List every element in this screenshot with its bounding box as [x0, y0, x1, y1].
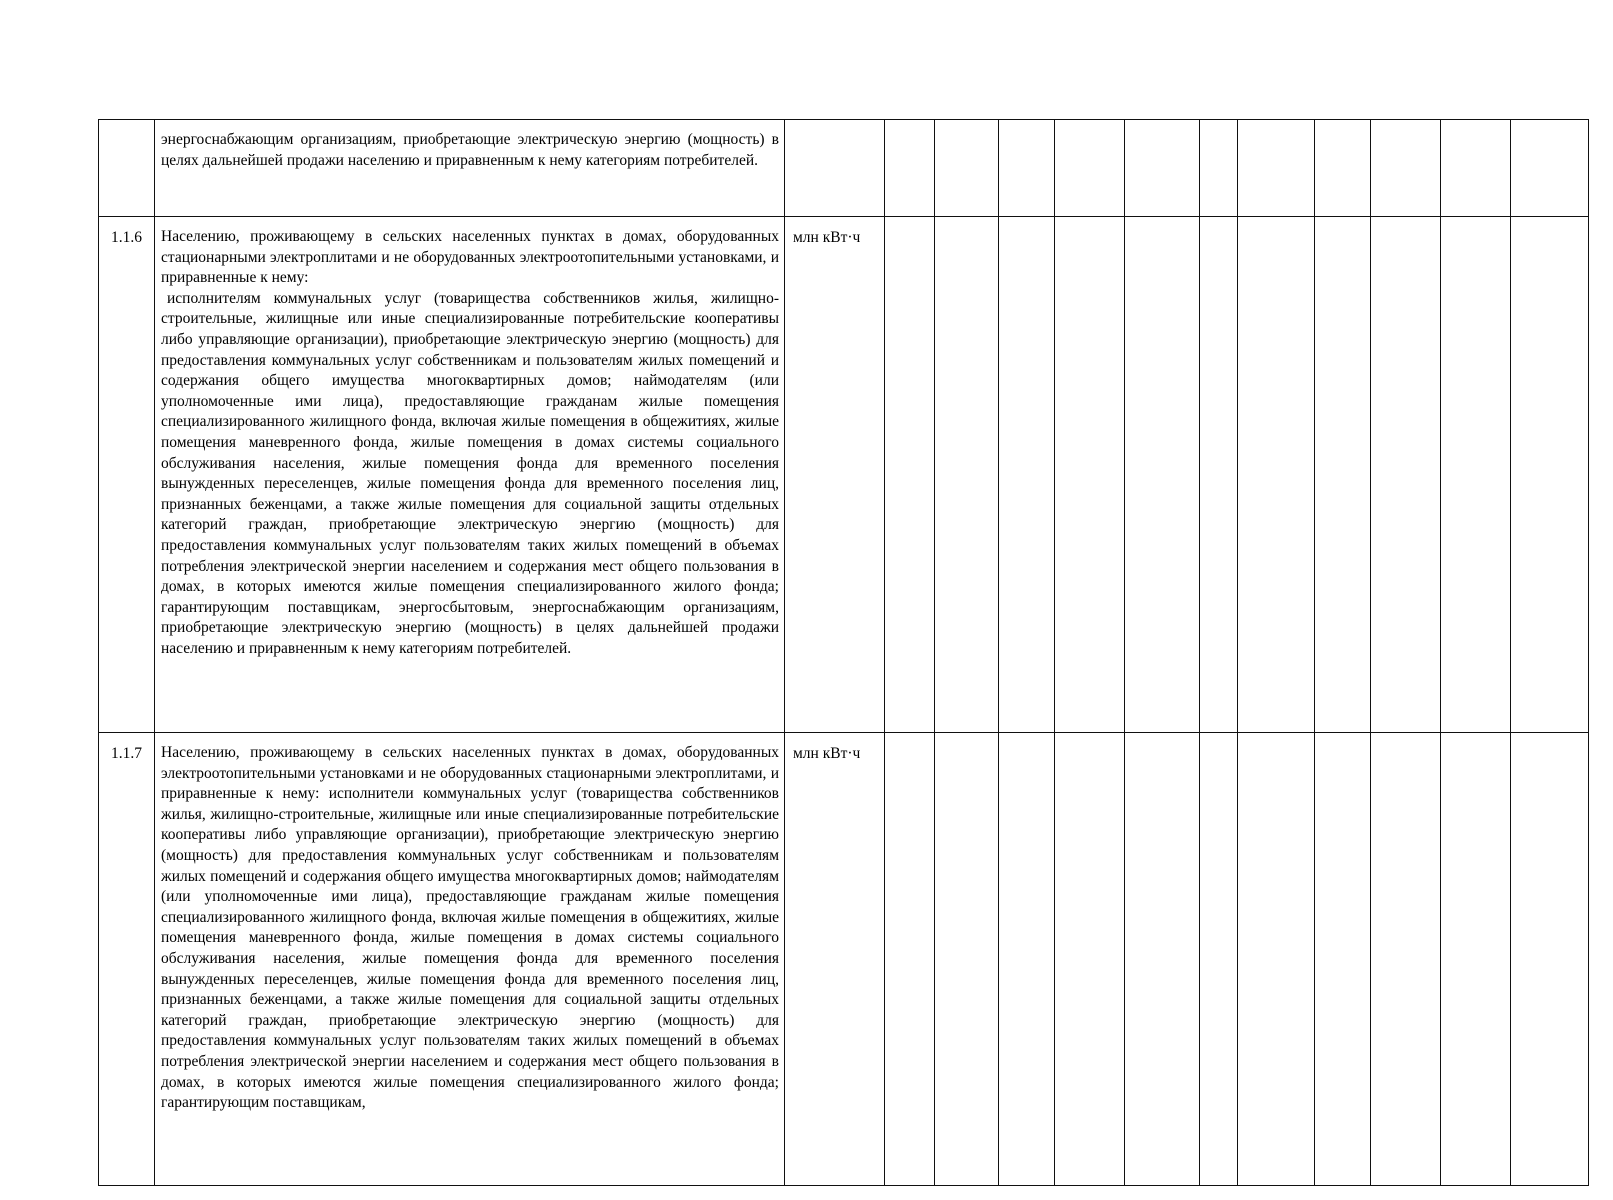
value-cell — [1371, 120, 1441, 217]
value-cell — [1238, 217, 1315, 733]
row-description — [155, 120, 785, 217]
description-paragraph: Населению, проживающему в сельских населенных пунктах в домах, оборудованных стационарными электроплитами и не оборудованных электроотопительными установками, и приравненные к нему: — [161, 228, 779, 287]
value-cell — [1371, 217, 1441, 733]
value-cell — [1511, 120, 1589, 217]
tariff-table — [98, 119, 1589, 1186]
value-cell — [1315, 217, 1371, 733]
value-cell — [935, 217, 999, 733]
value-cell — [1371, 733, 1441, 1186]
table-row — [99, 733, 1589, 1186]
description-paragraph: энергоснабжающим организациям, приобретающие электрическую энергию (мощность) в целях дальнейшей продажи населению и приравненным к нему категориям потребителей. — [161, 131, 779, 169]
value-cell — [935, 120, 999, 217]
value-cell — [1055, 733, 1125, 1186]
description-paragraph: исполнителям коммунальных услуг (товарищества собственников жилья, жилищно-строительные, жилищные или иные специализированные потребительские кооперативы либо управляющие организации), приобретающие электрическую энергию (мощность) для предоставления коммунальных услуг собственникам и пользователям жилых помещений и содержания общего имущества многоквартирных домов; наймодателям (или уполномоченные ими лица), предоставляющие гражданам жилые помещения специализированного жилищного фонда, включая жилые помещения в общежитиях, жилые помещения маневренного фонда, жилые помещения в домах системы социального обслуживания населения, жилые помещения фонда для временного поселения вынужденных переселенцев, жилые помещения фонда для временного поселения лиц, признанных беженцами, а также жилые помещения для социальной защиты отдельных категорий граждан, приобретающие электрическую энергию (мощность) для предоставления коммунальных услуг пользователям таких жилых помещений в объемах потребления электрической энергии населением и содержания мест общего пользования в домах, в которых имеются жилые помещения специализированного жилого фонда; гарантирующим поставщикам, энергосбытовым, энергоснабжающим организациям, приобретающие электрическую энергию (мощность) в целях дальнейшей продажи населению и приравненным к нему категориям потребителей. — [161, 289, 779, 657]
value-cell — [885, 120, 935, 217]
row-unit — [785, 120, 885, 217]
value-cell — [1055, 217, 1125, 733]
value-cell — [1441, 217, 1511, 733]
value-cell — [1315, 733, 1371, 1186]
value-cell — [1441, 120, 1511, 217]
row-number — [99, 120, 155, 217]
value-cell — [1125, 733, 1200, 1186]
value-cell — [1200, 733, 1238, 1186]
value-cell — [1125, 120, 1200, 217]
value-cell — [935, 733, 999, 1186]
value-cell — [885, 733, 935, 1186]
table-row — [99, 120, 1589, 217]
row-number: 1.1.7 — [99, 733, 155, 1186]
row-unit: млн кВт·ч — [785, 733, 885, 1186]
value-cell — [885, 217, 935, 733]
row-number: 1.1.6 — [99, 217, 155, 733]
value-cell — [1055, 120, 1125, 217]
row-unit: млн кВт·ч — [785, 217, 885, 733]
description-paragraph: Населению, проживающему в сельских населенных пунктах в домах, оборудованных электроотопительными установками и не оборудованных стационарными электроплитами, и приравненные к нему: исполнители коммунальных услуг (товарищества собственников жилья, жилищно-строительные, жилищные или иные специализированные потребительские кооперативы либо управляющие организации), приобретающие электрическую энергию (мощность) для предоставления коммунальных услуг собственникам и пользователям жилых помещений и содержания общего имущества многоквартирных домов; наймодателям (или уполномоченные ими лица), предоставляющие гражданам жилые помещения специализированного жилищного фонда, включая жилые помещения в общежитиях, жилые помещения маневренного фонда, жилые помещения в домах системы социального обслуживания населения, жилые помещения фонда для временного поселения вынужденных переселенцев, жилые помещения фонда для временного поселения лиц, признанных беженцами, а также жилые помещения для социальной защиты отдельных категорий граждан, приобретающие электрическую энергию (мощность) для предоставления коммунальных услуг пользователям таких жилых помещений в объемах потребления электрической энергии населением и содержания мест общего пользования в домах, в которых имеются жилые помещения специализированного жилого фонда; гарантирующим поставщикам, — [161, 744, 779, 1112]
value-cell — [1511, 217, 1589, 733]
value-cell — [1200, 120, 1238, 217]
value-cell — [999, 120, 1055, 217]
row-description — [155, 733, 785, 1186]
value-cell — [999, 217, 1055, 733]
table-row — [99, 217, 1589, 733]
value-cell — [1238, 120, 1315, 217]
value-cell — [1238, 733, 1315, 1186]
value-cell — [1441, 733, 1511, 1186]
value-cell — [999, 733, 1055, 1186]
value-cell — [1315, 120, 1371, 217]
row-description — [155, 217, 785, 733]
value-cell — [1200, 217, 1238, 733]
value-cell — [1125, 217, 1200, 733]
value-cell — [1511, 733, 1589, 1186]
